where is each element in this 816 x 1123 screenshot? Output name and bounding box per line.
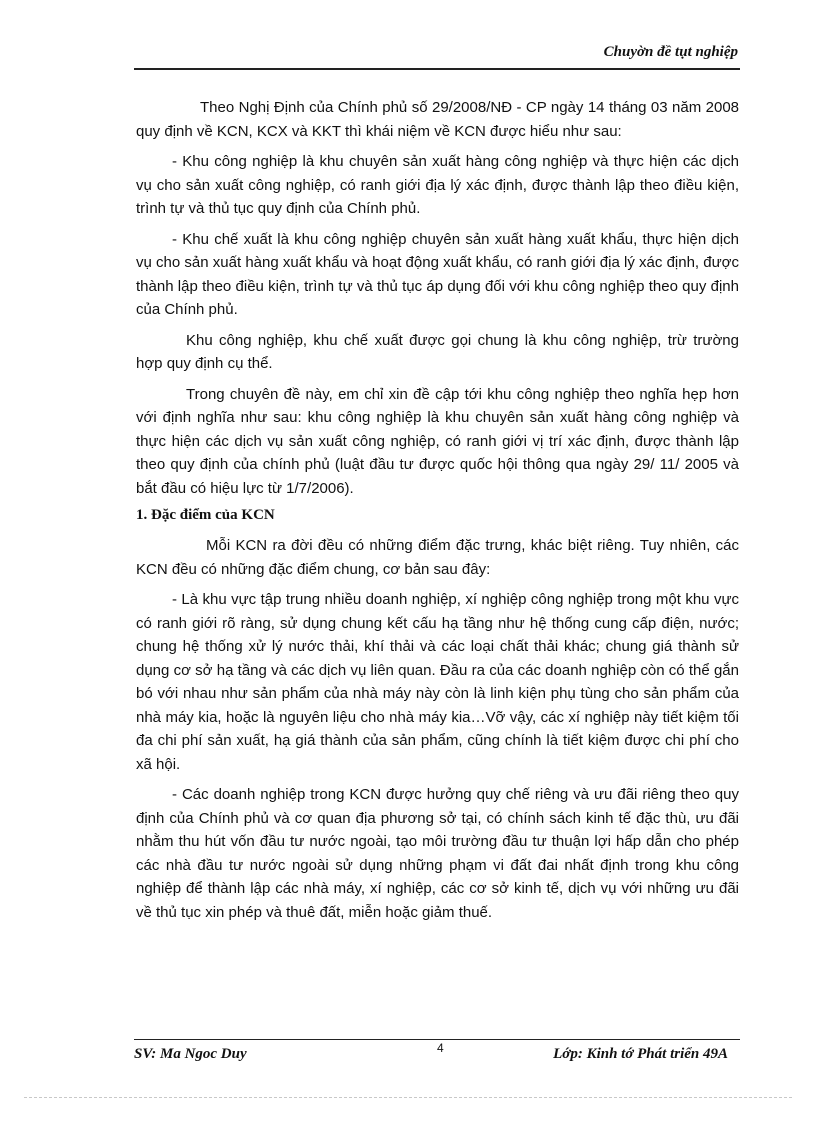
paragraph-general-term: Khu công nghiệp, khu chế xuất được gọi chung là khu công nghiệp, trừ trường hợp quy định cụ thể. bbox=[136, 331, 739, 372]
section-heading: 1. Đặc điểm của KCN bbox=[136, 507, 275, 523]
page-boundary bbox=[24, 1097, 792, 1098]
footer-student-name: SV: Ma Ngoc Duy bbox=[134, 1046, 247, 1062]
paragraph-industrial-zone: - Khu công nghiệp là khu chuyên sản xuất hàng công nghiệp và thực hiện các dịch vụ cho sản xuất công nghiệp, có ranh giới địa lý xác định, được thành lập theo điều kiện, trình tự và thủ tục quy định của Chính phủ. bbox=[136, 153, 739, 217]
paragraph-scope: Trong chuyên đề này, em chỉ xin đề cập tới khu công nghiệp theo nghĩa hẹp hơn với định nghĩa như sau: khu công nghiệp là khu chuyên sản xuất hàng công nghiệp và thực hiện các dịch vụ sản xuất công nghiệp, có ranh giới vị trí xác định, được thành lập theo quy định của chính phủ (luật đầu tư được quốc hội thông qua ngày 29/ 11/ 2005 và bắt đầu có hiệu lực từ 1/7/2006). bbox=[136, 385, 739, 497]
footer-divider bbox=[134, 1039, 740, 1040]
page-number: 4 bbox=[437, 1041, 444, 1055]
paragraph-characteristic-1: - Là khu vực tập trung nhiều doanh nghiệp, xí nghiệp công nghiệp trong một khu vực có ranh giới rõ ràng, sử dụng chung kết cấu hạ tầng như hệ thống cung cấp điện, nước; chung hệ thống xử lý nước thải, khí thải và các loại chất thải khác; chung giá thành sử dụng cơ sở hạ tầng và các dịch vụ liên quan. Đầu ra của các doanh nghiệp còn có thể gắn bó với nhau như sản phẩm của nhà máy này còn là linh kiện phụ tùng cho sản phẩm của nhà máy kia, hoặc là nguyên liệu cho nhà máy kia…Vỡ vậy, các xí nghiệp này tiết kiệm tối đa chi phí sản xuất, hạ giá thành của sản phẩm, cũng chính là tiết kiệm được chi phí cho xã hội. bbox=[136, 591, 739, 773]
paragraph-characteristics-intro: Mỗi KCN ra đời đều có những điểm đặc trưng, khác biệt riêng. Tuy nhiên, các KCN đều có những đặc điểm chung, cơ bản sau đây: bbox=[136, 537, 739, 578]
document-body bbox=[136, 96, 739, 931]
document-header-title: Chuyờn đề tụt nghiệp bbox=[603, 44, 738, 60]
footer-class-name: Lớp: Kinh tớ Phát triển 49A bbox=[553, 1046, 728, 1062]
paragraph-export-zone: - Khu chế xuất là khu công nghiệp chuyên sản xuất hàng xuất khẩu, thực hiện dịch vụ cho sản xuất hàng xuất khẩu và hoạt động xuất khẩu, có ranh giới địa lý xác định, được thành lập theo điều kiện, trình tự và thủ tục áp dụng đối với khu công nghiệp theo quy định của Chính phủ. bbox=[136, 230, 739, 318]
paragraph-characteristic-2: - Các doanh nghiệp trong KCN được hưởng quy chế riêng và ưu đãi riêng theo quy định của Chính phủ và cơ quan địa phương sở tại, có chính sách kinh tế đặc thù, ưu đãi nhằm thu hút vốn đầu tư nước ngoài, tạo môi trường đầu tư thuận lợi hấp dẫn cho phép các nhà đầu tư nước ngoài sử dụng những phạm vi đất đai nhất định trong khu công nghiệp để thành lập các nhà máy, xí nghiệp, các cơ sở kinh tế, dịch vụ với những ưu đãi về thủ tục xin phép và thuê đất, miễn hoặc giảm thuế. bbox=[136, 786, 739, 921]
paragraph-definition-intro: Theo Nghị Định của Chính phủ số 29/2008/NĐ - CP ngày 14 tháng 03 năm 2008 quy định về KCN, KCX và KKT thì khái niệm về KCN được hiểu như sau: bbox=[136, 99, 739, 140]
header-divider bbox=[134, 68, 740, 70]
